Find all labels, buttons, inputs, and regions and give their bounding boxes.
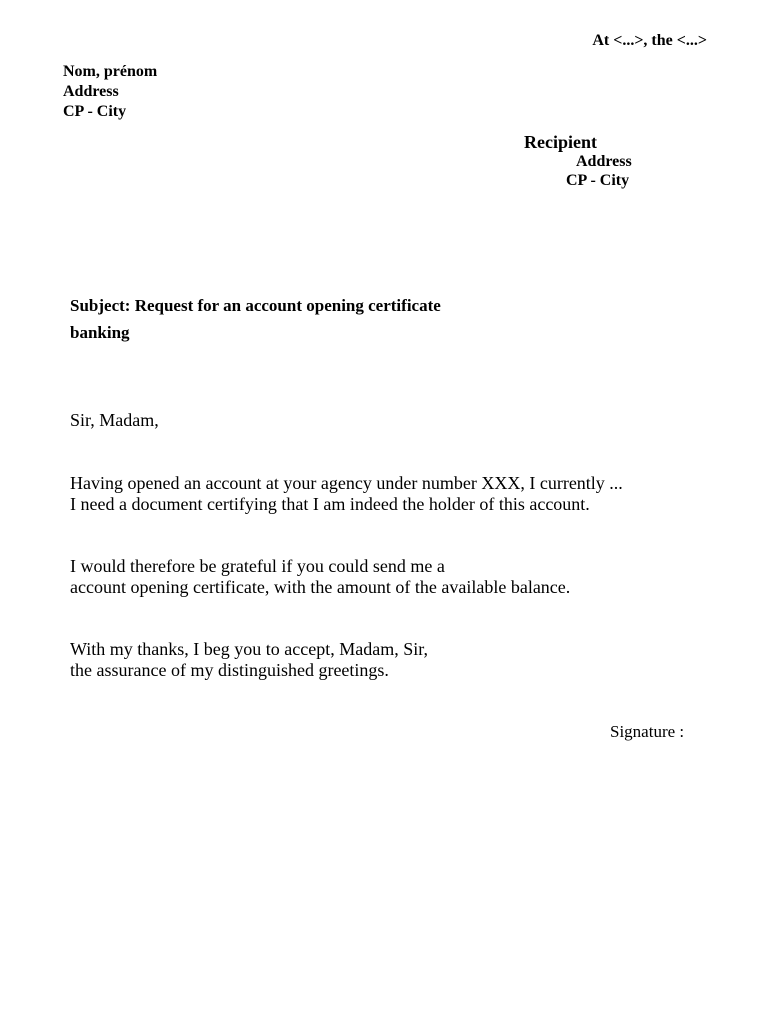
paragraph-1 [70,473,623,515]
signature-label: Signature : [610,722,685,741]
sender-city: CP - City [63,103,127,120]
subject-line-1: Subject: Request for an account opening certificate [70,296,441,315]
paragraph-1-line-1: Having opened an account at your agency under number XXX, I currently ... [70,473,623,493]
paragraph-3-line-2: the assurance of my distinguished greetings. [70,660,389,680]
greeting: Sir, Madam, [70,410,159,430]
sender-address: Address [63,83,119,100]
paragraph-2 [70,556,570,598]
paragraph-2-line-2: account opening certificate, with the amount of the available balance. [70,577,571,597]
recipient-address: Address [576,153,632,170]
paragraph-1-line-2: I need a document certifying that I am indeed the holder of this account. [70,494,590,514]
recipient-name: Recipient [524,132,597,152]
sender-name: Nom, prénom [63,63,158,80]
subject-line-2: banking [70,323,130,342]
paragraph-3 [70,639,428,681]
dateline: At <...>, the <...> [592,32,707,49]
sender-block [63,62,157,122]
paragraph-3-line-1: With my thanks, I beg you to accept, Madam, Sir, [70,639,428,659]
recipient-city: CP - City [566,172,630,189]
paragraph-2-line-1: I would therefore be grateful if you could send me a [70,556,445,576]
subject-block [70,292,441,346]
